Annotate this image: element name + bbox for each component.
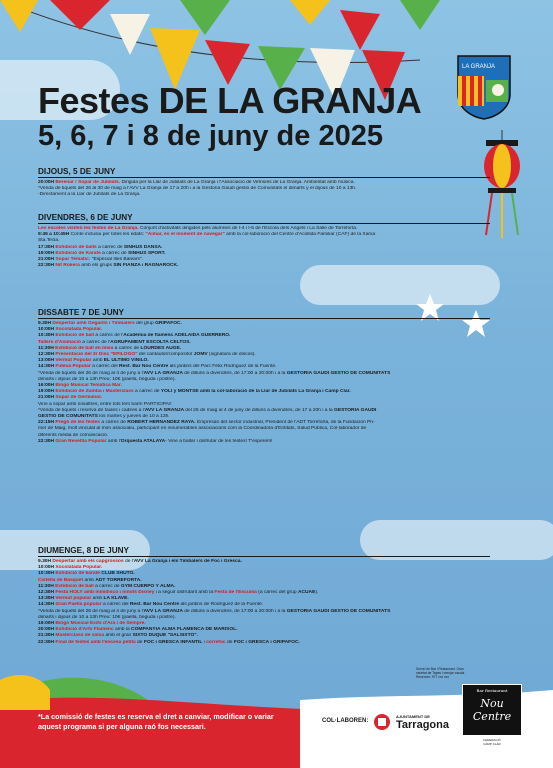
event-text: SINHUS SPORT.: [127, 250, 166, 256]
event-time: 14:30H: [38, 364, 56, 370]
event-name: Pregó de les festes: [55, 420, 102, 426]
event-name: Exhibició de ball: [55, 333, 96, 339]
ajuntament-label: AJUNTAMENT DE: [396, 714, 430, 719]
divider: [38, 223, 490, 224]
event-text: diferents mèdia de comunicació.: [38, 432, 109, 438]
event-name: Sopar Temàtic:: [55, 257, 92, 263]
event-time: 10:00H: [38, 327, 56, 333]
event-text: GRIPAFOC.: [155, 321, 182, 326]
event-text: als jardins de Rodríguez de la Fuente.: [180, 602, 264, 608]
event-time: 16:00H: [38, 383, 56, 389]
nou-centre-logo: [462, 684, 522, 736]
event-text: los martes y jueves de 10 a 13h.: [99, 414, 170, 420]
event-time: 12:30H: [38, 352, 56, 358]
event-text: GESTIÓ DE COMUNITATS: [38, 414, 100, 420]
event-text: FOC i GRESCA i GRIPAFOC.: [233, 639, 300, 645]
disclaimer-note: *La comissió de festes es reserva el dret a canviar, modificar o variar aquest programa si per alguna raó fos necessari.: [38, 712, 274, 731]
event-text: de: [227, 639, 234, 645]
event-time: 22:30H: [38, 639, 56, 645]
day-section-thursday: [38, 167, 490, 199]
event-text: -Directament a la Llar de Jubilats de La Granja.: [38, 192, 141, 198]
event-text: a càrrec de: [98, 244, 124, 250]
event-text: AVV LA GRANJA: [143, 370, 185, 376]
event-text: JOMV: [193, 352, 210, 358]
event-time: 11:30H: [38, 583, 56, 589]
event-name: Les escoles visiten les festes de La Granja.: [38, 226, 140, 231]
event-text: COMPANYIA ALMA FLAMENCA DE MARISOL.: [131, 627, 238, 633]
day-section-sunday: [38, 546, 490, 646]
event-text: LA KLAVE.: [103, 596, 129, 602]
event-text: a càrrec de: [95, 583, 121, 589]
event-text: ACUAE: [297, 590, 316, 596]
event-time: 17:30H: [38, 244, 56, 250]
event-time: 9.30H: [38, 321, 53, 326]
event-name: Cistella de Bàsquet: [38, 577, 85, 583]
event-time: 12:30H: [38, 590, 56, 596]
event-name: Gran Revetlla Popular: [55, 438, 108, 444]
event-text: amb el gran: [105, 633, 133, 639]
event-time: 13:30H: [38, 596, 56, 602]
event-text: del grup: [136, 321, 156, 326]
event-text: *Venda de tiquets i reserva de taules i cadires a l': [38, 407, 145, 413]
event-name: Exhibició de ball en línea: [55, 345, 115, 351]
collaborators-label: COL·LABOREN:: [322, 718, 369, 724]
day-section-friday: [38, 213, 490, 269]
event-name: Gran Paella popular: [55, 602, 103, 608]
mini-logo-line1: FEDERACIÓ: [483, 738, 501, 742]
event-text: amb: [92, 358, 104, 364]
event-text: Rest. Bar Nou Centre: [129, 602, 181, 608]
event-time: 14:30H: [38, 602, 56, 608]
festival-dates: 5, 6, 7 i 8 de juny de 2025: [38, 120, 383, 152]
event-text: de: [137, 639, 144, 645]
event-text: Empresari del sector industrial, President de l'ADT Torreforta, de la Fundación Pri-: [196, 420, 375, 426]
event-name: Vermut popular: [55, 596, 93, 602]
event-text: SIXTO DUQUE "SALSIXTO".: [132, 633, 198, 639]
event-text: del 26 de maig al 4 de juny de dilluns a divendres, de 17 a 20h i a la: [185, 407, 335, 413]
event-text: a càrrec de l': [95, 333, 124, 339]
event-time: 21:00H: [38, 395, 56, 401]
event-text: ).: [315, 590, 319, 596]
event-text: "Especial Illes Balears".: [91, 257, 144, 263]
event-time: 16:00H: [38, 621, 56, 627]
event-name: Vermut Popular: [55, 358, 93, 364]
event-text: GESTORIA GAUDÍ GESTIÓ DE COMUNITATS: [286, 608, 391, 614]
divider: [38, 556, 490, 557]
event-time: 9:45 a 10:45H: [38, 232, 71, 238]
day-heading: DIUMENGE, 8 DE JUNY: [38, 546, 129, 555]
event-line: [38, 439, 490, 445]
event-text: - Vine a ballar i disfrutar de les festes! T'esperem!: [165, 438, 273, 444]
event-text: de dilluns a divendres, de 17:00 a 20:00h i a la: [184, 608, 287, 614]
event-text: a càrrec del: [92, 364, 120, 370]
event-text: *Venda de tiquets del 26 de maig al 4 de juny a l': [38, 370, 144, 376]
federacio-logo: [466, 738, 518, 760]
event-name: Nit Rokera: [55, 263, 82, 269]
event-line: [38, 263, 490, 269]
event-name: "Aimar, és el moment de navegar": [145, 232, 227, 238]
event-text: als jardins del Parc Fèlix Rodríguez de la Fuente.: [169, 364, 277, 370]
event-text: Dirigida per la Llar de Jubilats de La Granja i l'Associació de Veïns/es de La Granja. Ambientat amb música.: [121, 180, 355, 185]
event-name: Bingo Musical Temàtica Mar.: [55, 383, 122, 389]
event-name: correfoc: [206, 639, 228, 645]
event-text: EL ÚLTIMO VINILO.: [103, 358, 149, 364]
event-name: Festa de l'Escuma: [214, 590, 259, 596]
event-text: Conte inclusiu per totes les edats:: [70, 232, 146, 238]
event-text: AVV La Granja i els Timbalers de Foc i Gresca.: [133, 559, 242, 564]
event-text: SINHUS DANSA.: [123, 244, 163, 250]
divider: [38, 177, 490, 178]
tarragona-logo-icon: [372, 712, 392, 732]
event-text: dimarts i dijous de 10 a 13h Preu: 10€ (paella, beguda i postre).: [38, 614, 176, 620]
page-title: Festes DE LA GRANJA: [38, 80, 422, 121]
event-name: Bingo Musical Èxits d'Ara i de Sempre.: [55, 621, 146, 627]
event-text: Vine a sopar amb nosaltres, entre tots fem barri! PARTICIPA!!: [38, 401, 172, 407]
event-time: 22:30H: [38, 263, 56, 269]
event-text: a càrrec de: [101, 420, 128, 426]
event-text: a càrrec de: [114, 345, 141, 351]
event-time: 11:30H: [38, 345, 56, 351]
event-text: Orquesta ATALAYA: [120, 438, 166, 444]
event-text: mer de Maig, molt vinculat al món associatiu, participant en innumerables associacions com la Coordinadora d'Entitats, Salud Pública, Col·laborador de: [38, 426, 367, 432]
event-time: 22:30H: [38, 438, 56, 444]
event-text: GESTORIA GAUDÍ GESTIÓ DE COMUNITATS: [286, 370, 391, 376]
event-text: Conjunt d'activitats dirigides pels alumnes de I-4 i I-5 de l'Escola dels Àngels i La Salle de Torreforta.: [139, 226, 358, 231]
event-text: Rest. Bar Nou Centre: [119, 364, 170, 370]
sponsor-description: Servei de Bar i Restaurant. Gran varietat de Tapes i menjar casolà. Reserves: 977 xxx xxx: [416, 667, 466, 679]
event-time: 19:00H: [38, 389, 56, 395]
event-name: Exhibició de Karate: [55, 250, 103, 256]
event-text: amb l': [107, 438, 121, 444]
event-text: dimarts i dijous de 10 a 13h Preu: 10€ (paella, beguda i postre).: [38, 376, 176, 382]
event-text: amb la col·laboració del Centre d'Acollida Familiar (CAF) de la Xarxa: [226, 232, 376, 238]
day-heading: DIVENDRES, 6 DE JUNY: [38, 213, 133, 222]
la-granja-shield-logo: [456, 54, 512, 120]
event-text: amb la: [115, 627, 132, 633]
event-text: amb: [92, 596, 104, 602]
event-name: Fideuà Popular: [55, 364, 93, 370]
event-name: Exhibició de balls: [55, 244, 99, 250]
event-name: Exhibició de karate: [55, 571, 102, 577]
event-name: Xocolatada Popular.: [55, 565, 103, 571]
event-text: Acadèmia de flamenc ADELAIDA GUERRERO.: [123, 333, 231, 339]
event-text: (a càrrec del grup: [258, 590, 298, 596]
event-text: ADT TORREFORTA.: [95, 577, 142, 583]
event-name: Festa HOLY amb minidisco i ninots Disney: [55, 590, 156, 596]
event-text: amb els grups: [81, 263, 114, 269]
event-time: 19:00H: [38, 250, 56, 256]
event-text: a càrrec de: [102, 250, 128, 256]
event-name: Sopar de Germanor.: [55, 395, 103, 401]
event-name: Despertar amb els capgrossos: [52, 559, 125, 564]
day-section-saturday: [38, 308, 490, 445]
event-text: GYM CUERPO Y ALMA.: [120, 583, 176, 589]
day-heading: DISSABTE 7 DE JUNY: [38, 308, 124, 317]
event-text: del cantautor/compositor: [138, 352, 194, 358]
divider: [38, 318, 490, 319]
event-text: YOLI y MONTSE amb la col·laboració de la Llar de Jubilats La Granja i Camp Clar.: [160, 389, 351, 395]
event-time: 10:00H: [38, 565, 56, 571]
event-name: Presentació del 3r Disc "EPÍLOGO": [55, 352, 139, 358]
event-name: Final de festes amb l'encesa petita: [55, 639, 138, 645]
event-time: 10:30H: [38, 571, 56, 577]
event-text: a càrrec de l': [82, 339, 111, 345]
event-line: [38, 192, 490, 198]
event-text: i a seguir disfrutant amb la: [155, 590, 215, 596]
event-name: Despertar amb Gegants i Timbalers: [52, 321, 137, 326]
event-text: *Venda de tiquets del 26 al 30 de maig a l'AVV La Granja de 17 a 20h i a la Gestoria Gaudí gestió de Comunitats el dimarts y el dijous de 10 a 13h.: [38, 186, 357, 192]
event-text: AVV LA GRANJA: [144, 407, 186, 413]
event-name: Masterclass de salsa: [55, 633, 106, 639]
event-time: 21:00H: [38, 257, 56, 263]
event-name: Exhibició d'Arts Flamenc: [55, 627, 115, 633]
event-text: ROBERT HERNÁNDEZ RAYA.: [127, 420, 197, 426]
event-text: de dilluns a divendres, de 17:00 a 20:00h i a la: [184, 370, 287, 376]
day-heading: DIJOUS, 5 DE JUNY: [38, 167, 116, 176]
ajuntament-tarragona-logo: [396, 714, 449, 731]
event-name: Exhibició de Zumba i Masterclass: [55, 389, 136, 395]
event-text: *Venda de tiquets del 26 de maig al 4 de juny a l': [38, 608, 144, 614]
shield-text: LA GRANJA: [462, 64, 496, 70]
event-text: LOURDES AUGÉ.: [140, 345, 182, 351]
event-text: AGRUPAMENT ESCOLTA CELTOS.: [110, 339, 191, 345]
event-text: CLUB SHUTO.: [101, 571, 135, 577]
logo-top-text: Bar Restaurant: [476, 688, 508, 693]
event-text: a càrrec del: [102, 602, 130, 608]
event-text: (signatura de discos).: [209, 352, 256, 358]
event-name: Exhibició de ball: [55, 583, 96, 589]
event-time: 13:00H: [38, 358, 56, 364]
event-text: AVV LA GRANJA: [143, 608, 185, 614]
event-text: i: [203, 639, 207, 645]
event-time: 20:00H: [38, 180, 56, 185]
tarragona-label: Tarragona: [396, 719, 449, 731]
event-text: SIN FIANZA i RAGNAROCK.: [113, 263, 179, 269]
event-text: GESTORIA GAUDÍ: [334, 407, 377, 413]
event-time: 9.30H: [38, 559, 53, 564]
event-text: de l': [125, 559, 134, 564]
event-name: Berenar / Sopar de Jubilats.: [55, 180, 122, 185]
event-name: Tallers d'Animació: [38, 339, 83, 345]
event-time: 22:15H: [38, 420, 56, 426]
event-time: 10:30H: [38, 333, 56, 339]
mini-logo-line2: CAMP CLAR: [483, 742, 501, 746]
event-text: a càrrec de: [135, 389, 161, 395]
event-name: Xocolatada Popular.: [55, 327, 103, 333]
event-time: 20:00H: [38, 627, 56, 633]
event-text: amb: [84, 577, 96, 583]
logo-name-text: Nou Centre: [472, 697, 512, 723]
event-text: Sta.Tecla.: [38, 238, 60, 244]
event-text: FOC i GRESCA INFANTIL: [143, 639, 204, 645]
event-time: 21:30H: [38, 633, 56, 639]
